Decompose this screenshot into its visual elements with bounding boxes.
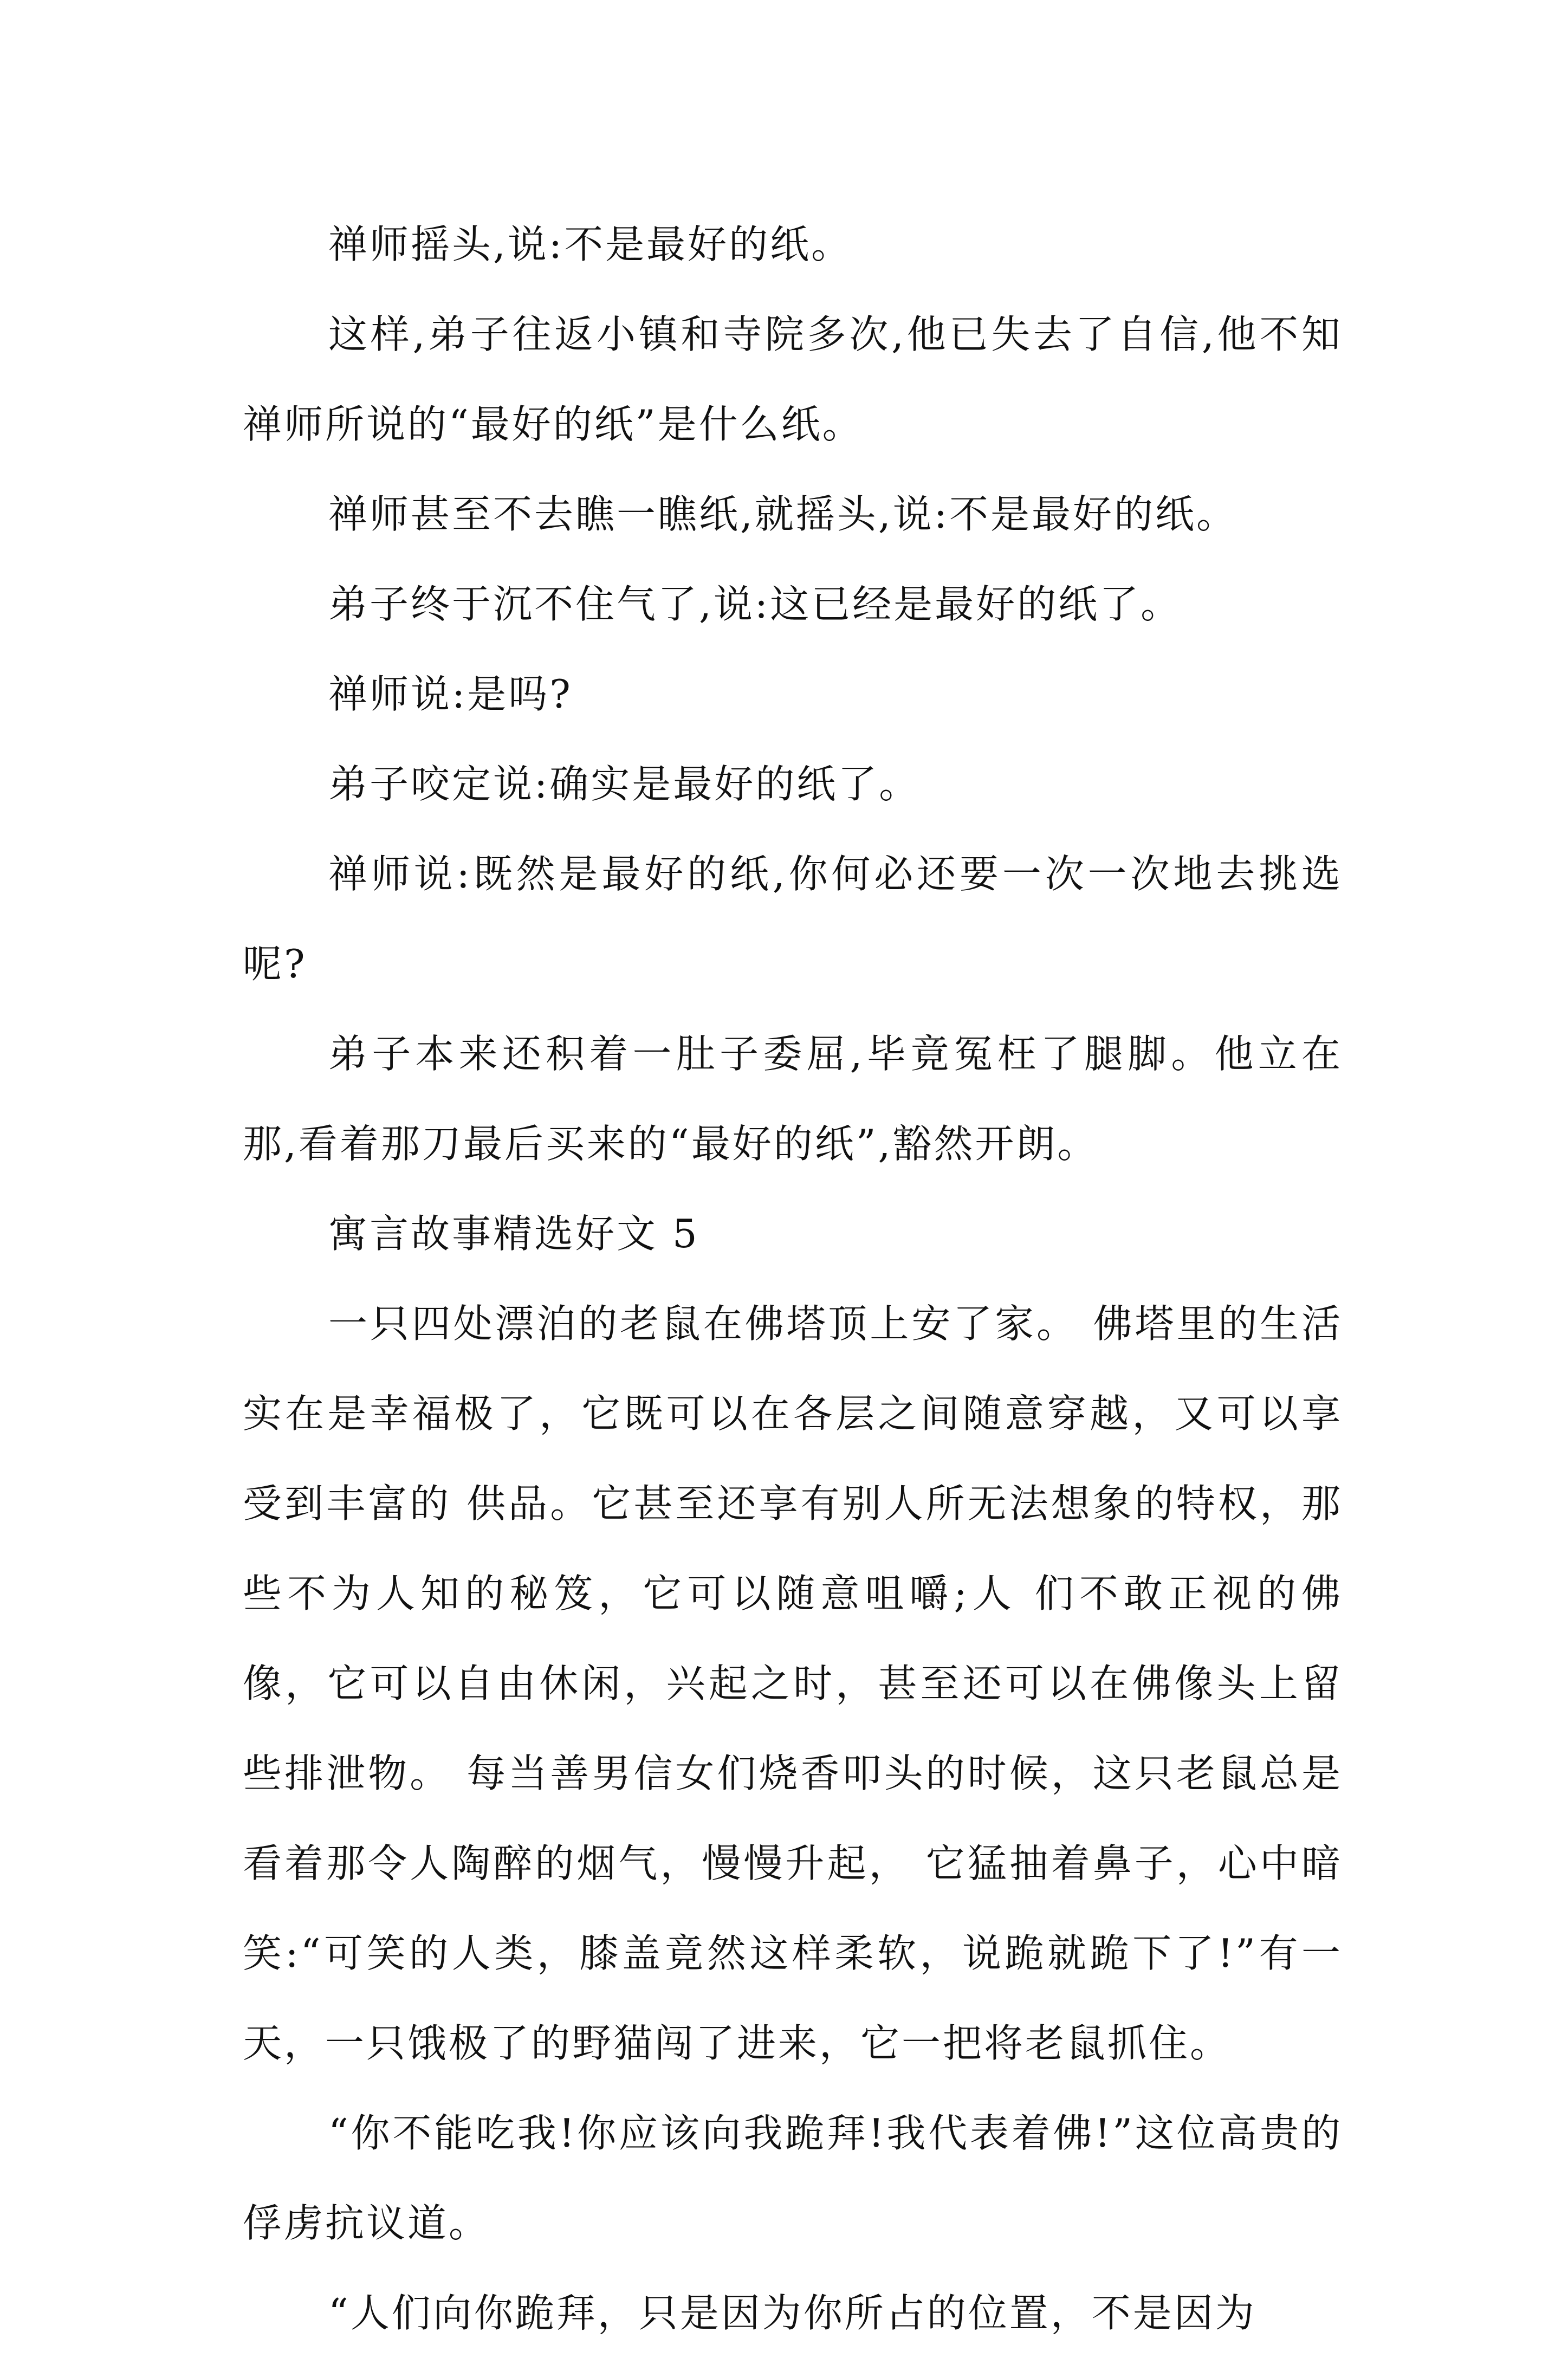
paragraph: 弟子本来还积着一肚子委屈,毕竟冤枉了腿脚。他立在那,看着那刀最后买来的“最好的纸”,豁然开朗。 [243, 1031, 1343, 1167]
paragraph: 禅师说:是吗? [328, 671, 573, 717]
paragraph: “人们向你跪拜，只是因为你所占的位置，不是因为 [328, 2290, 1256, 2336]
paragraph: 禅师说:既然是最好的纸,你何必还要一次一次地去挑选呢? [243, 851, 1343, 987]
section-heading: 寓言故事精选好文 5 [328, 1211, 699, 1256]
paragraph: 禅师摇头,说:不是最好的纸。 [328, 222, 853, 267]
paragraph: 这样,弟子往返小镇和寺院多次,他已失去了自信,他不知禅师所说的“最好的纸”是什么纸。 [243, 312, 1343, 447]
document-body [243, 199, 1343, 2358]
paragraph: 弟子咬定说:确实是最好的纸了。 [328, 761, 921, 807]
paragraph: 禅师甚至不去瞧一瞧纸,就摇头,说:不是最好的纸。 [328, 491, 1238, 537]
paragraph: “你不能吃我!你应该向我跪拜!我代表着佛!”这位高贵的俘虏抗议道。 [243, 2110, 1343, 2246]
paragraph: 弟子终于沉不住气了,说:这已经是最好的纸了。 [328, 581, 1182, 627]
paragraph: 一只四处漂泊的老鼠在佛塔顶上安了家。 佛塔里的生活实在是幸福极了，它既可以在各层之间随意穿越，又可以享受到丰富的 供品。它甚至还享有别人所无法想象的特权，那些不为人知的秘笈，它可以随意咀嚼;人 们不敢正视的佛像，它可以自由休闲，兴起之时，甚至还可以在佛像头上留些排泄物。 每当善男信女们烧香叩头的时候，这只老鼠总是看着那令人陶醉的烟气，慢慢升起， 它猛抽着鼻子，心中暗笑:“可笑的人类，膝盖竟然这样柔软，说跪就跪下了!”有一天，一只饿极了的野猫闯了进来，它一把将老鼠抓住。 [243, 1301, 1343, 2066]
